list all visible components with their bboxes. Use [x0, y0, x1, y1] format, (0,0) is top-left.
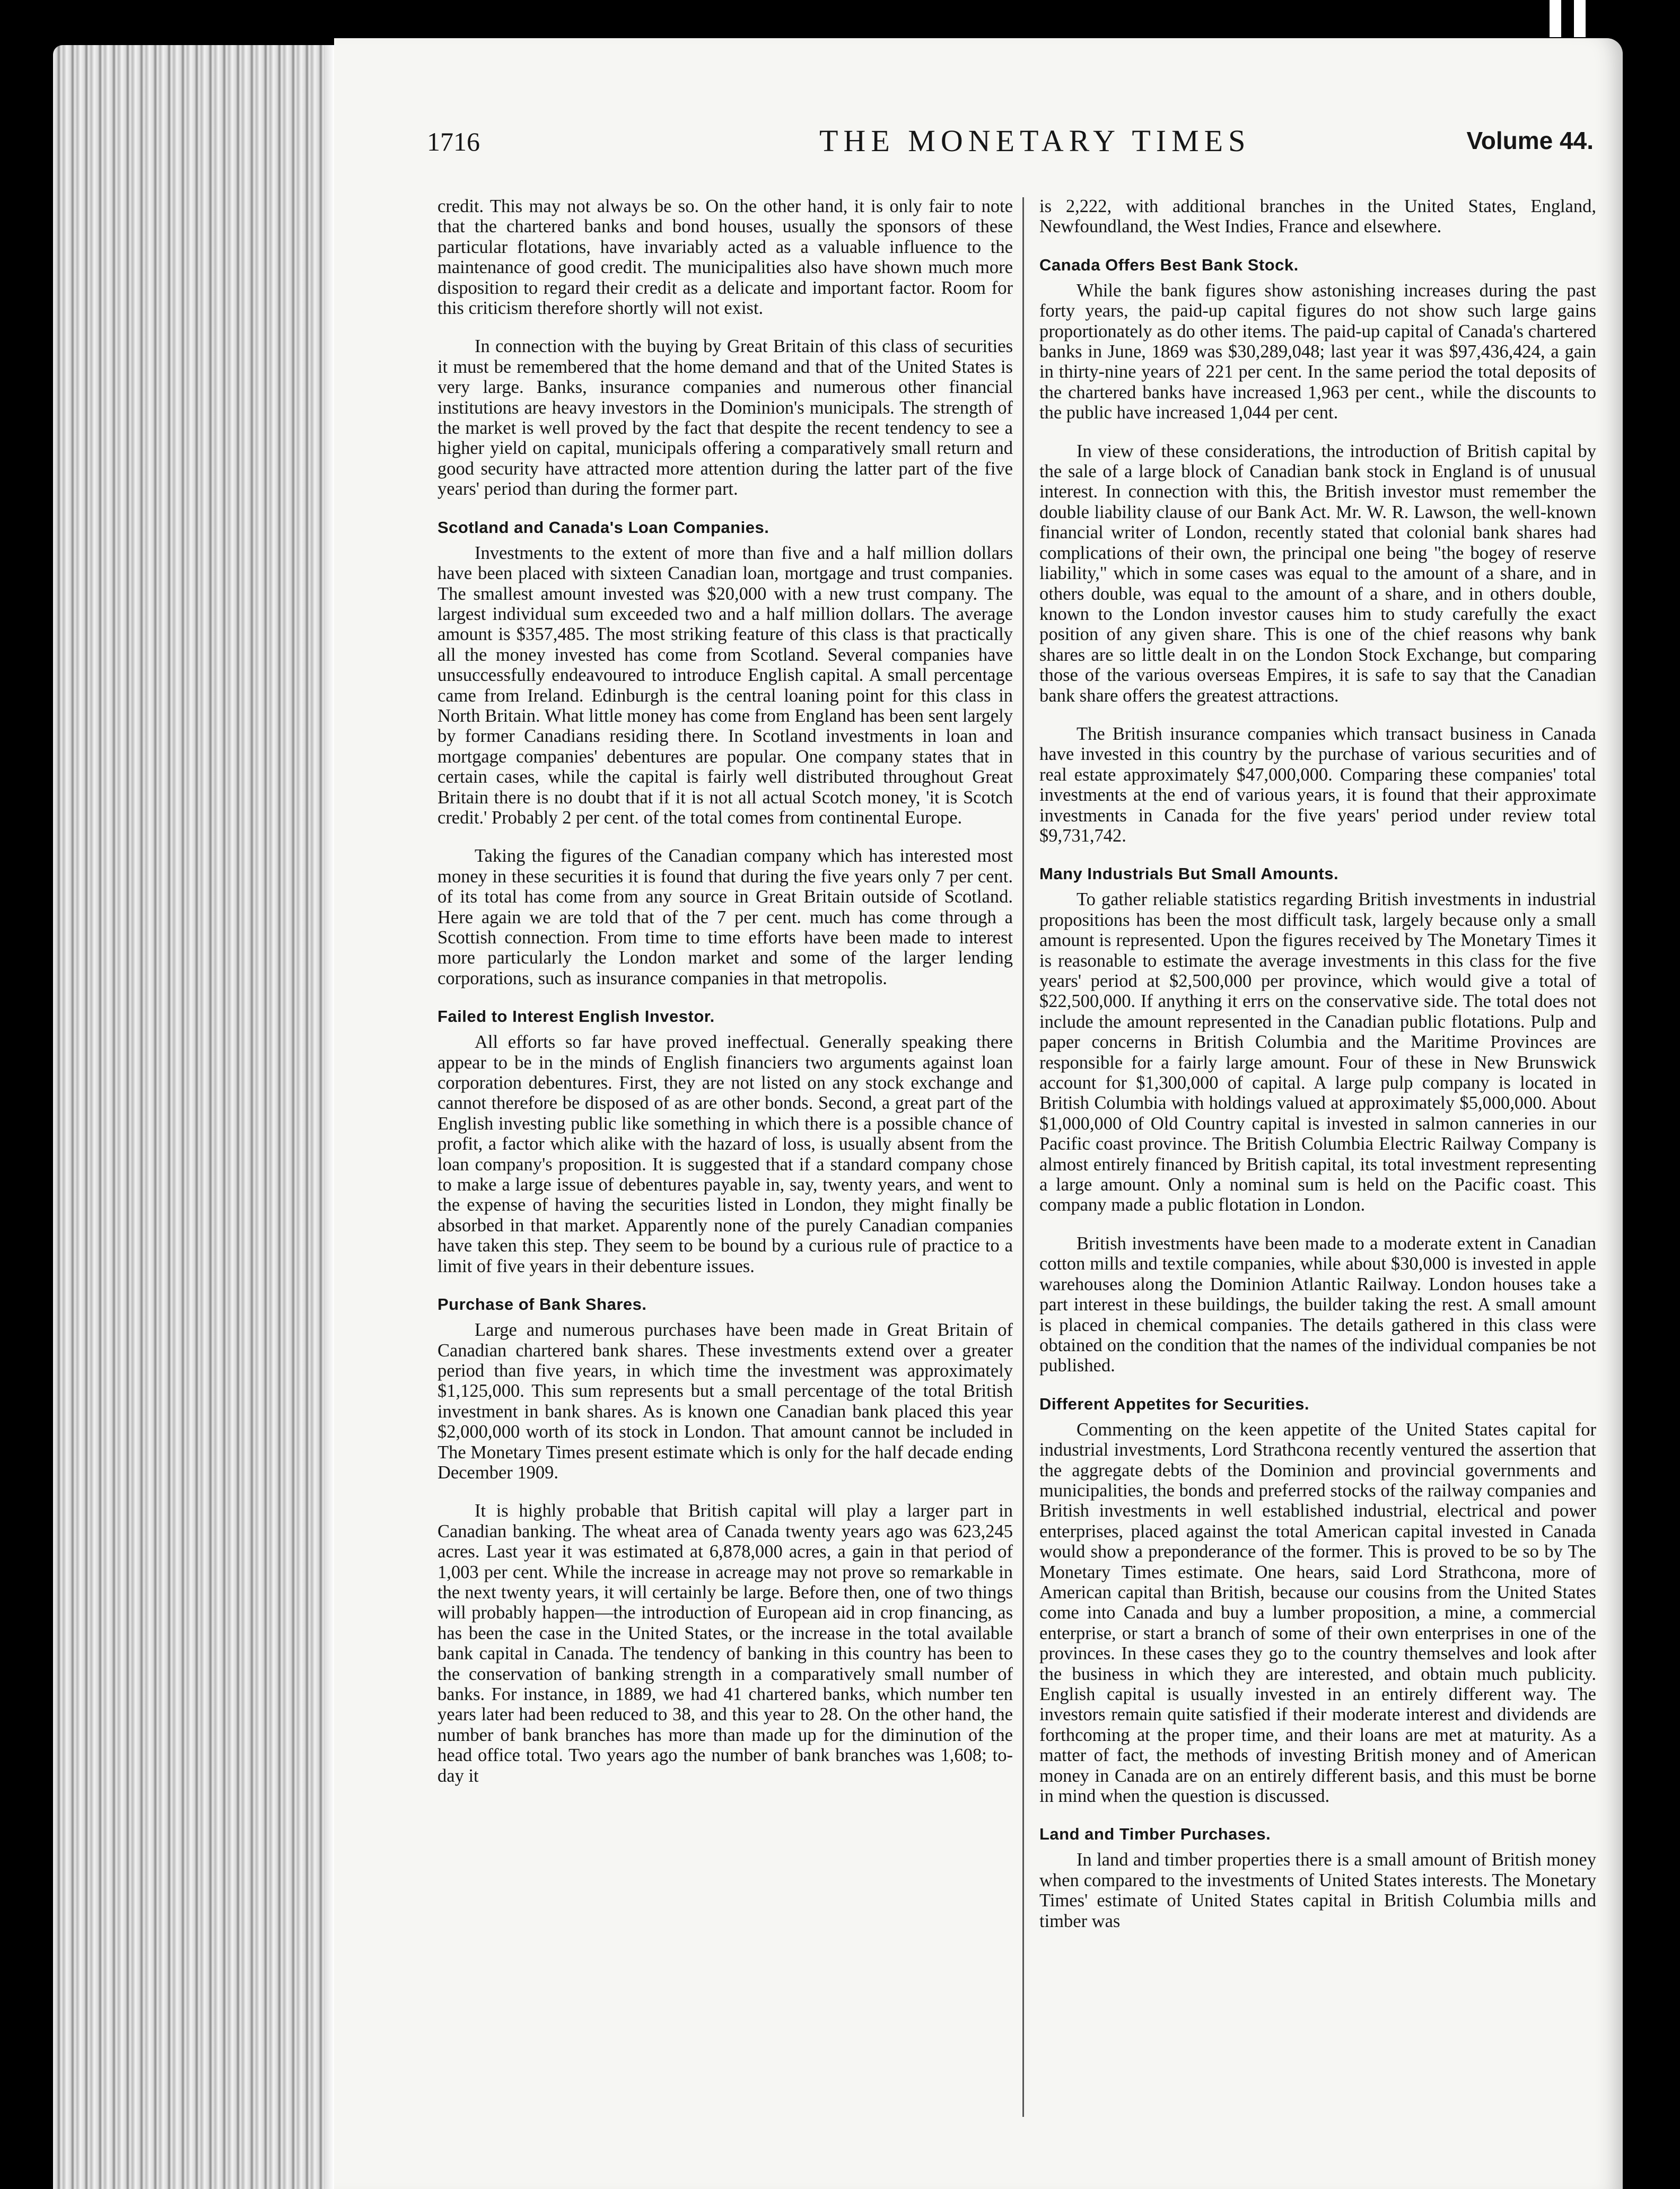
volume-label: Volume 44.	[1466, 127, 1594, 154]
section-heading: Purchase of Bank Shares.	[438, 1295, 647, 1314]
paragraph: credit. This may not always be so. On the other hand, it is only fair to note that the chartered banks and bond houses, usually the sponsors of these particular flotations, have invariably acted as a valuable influence to the maintenance of good credit. The municipalities also have shown much more disposition to regard their credit as a delicate and important factor. Room for this criticism therefore shortly will not exist.	[438, 196, 1013, 319]
paragraph: While the bank figures show astonishing increases during the past forty years, the paid-up capital figures do not show such large gains proportionately as do other items. The paid-up capital of Canada's chartered banks in June, 1869 was $30,289,048; last year it was $97,436,424, a gain in thirty-nine years of 221 per cent. In the same period the total deposits of the chartered banks have increased 1,963 per cent., while the discounts to the public have increased 1,044 per cent.	[1039, 280, 1596, 423]
left-column	[438, 196, 1013, 1804]
page-stack-edges	[53, 45, 334, 2189]
paragraph: is 2,222, with additional branches in the United States, England, Newfoundland, the West Indies, France and elsewhere.	[1039, 196, 1596, 237]
section-heading: Failed to Interest English Investor.	[438, 1007, 715, 1026]
paragraph: In view of these considerations, the introduction of British capital by the sale of a large block of Canadian bank stock in England is of unusual interest. In connection with this, the British investor must remember the double liability clause of our Bank Act. Mr. W. R. Lawson, the well-known financial writer of London, recently stated that colonial bank shares had complications of their own, the principal one being "the bogey of reserve liability," which in some cases was equal to the amount of a share, and in others double, was equal to the amount of a share, and in others double, known to the London investor causes him to study carefully the exact position of any given share. This is one of the chief reasons why bank shares are so little dealt in on the London Stock Exchange, but comparing those of the various overseas Empires, it is safe to say that the Canadian bank share offers the greatest attractions.	[1039, 441, 1596, 706]
paragraph: Investments to the extent of more than five and a half million dollars have been placed with sixteen Canadian loan, mortgage and trust companies. The smallest amount invested was $20,000 with a new trust company. The largest individual sum exceeded two and a half million dollars. The average amount is $357,485. The most striking feature of this class is that practically all the money invested has come from Scotland. Several companies have unsuccessfully endeavoured to introduce English capital. A small percentage came from Ireland. Edinburgh is the central loaning point for this class in North Britain. What little money has come from England has been sent largely by former Canadians residing there. In Scotland investments in loan and mortgage companies' debentures are popular. One company states that in certain cases, while the capital is fairly well distributed throughout Great Britain there is no doubt that if it is not all actual Scotch money, 'it is Scotch credit.' Probably 2 per cent. of the total comes from continental Europe.	[438, 542, 1013, 828]
paragraph: To gather reliable statistics regarding British investments in industrial propositions has been the most difficult task, largely because only a small amount is represented. Upon the figures received by The Monetary Times it is reasonable to estimate the average investments in this class for the five years' period at $2,500,000 per province, which would give a total of $22,500,000. If anything it errs on the conservative side. The total does not include the amount represented in the Canadian public flotations. Pulp and paper concerns in British Columbia and the Maritime Provinces are responsible for a fairly large amount. Four of these in New Brunswick account for $1,300,000 of capital. A large pulp company is located in British Columbia with holdings valued at approximately $5,000,000. About $1,000,000 of Old Country capital is invested in salmon canneries in our Pacific coast province. The British Columbia Electric Railway Company is almost entirely financed by British capital, its total investment representing a large amount. Only a nominal sum is held on the Pacific coast. This company made a public flotation in London.	[1039, 889, 1596, 1215]
paragraph: Taking the figures of the Canadian company which has interested most money in these securities it is found that during the five years only 7 per cent. of its total has come from any source in Great Britain outside of Scotland. Here again we are told that of the 7 per cent. much has come through a Scottish connection. From time to time efforts have been made to interest more particularly the London market and some of the larger lending corporations, such as insurance companies in that metropolis.	[438, 846, 1013, 988]
section-heading: Many Industrials But Small Amounts.	[1039, 864, 1339, 883]
section-heading: Land and Timber Purchases.	[1039, 1825, 1271, 1844]
paragraph: Commenting on the keen appetite of the United States capital for industrial investments, Lord Strathcona recently ventured the assertion that the aggregate debts of the Dominion and provincial governments and municipalities, the bonds and preferred stocks of the railway companies and British investments in well established industrial, electrical and power enterprises, placed against the total American capital invested in Canada would show a preponderance of the former. This is proved to be so by The Monetary Times estimate. One hears, said Lord Strathcona, more of American capital than British, because our cousins from the United States come into Canada and buy a lumber proposition, a mine, a commercial enterprise, or start a branch of some of their own enterprises in one of the provinces. In these cases they go to the country themselves and look after the business in which they are interested, and obtain much publicity. English capital is usually invested in an entirely different way. The investors remain quite satisfied if their moderate interest and dividends are forthcoming at the proper time, and their loans are met at maturity. As a matter of fact, the methods of investing British money and of American money in Canada are on an entirely different basis, and this must be borne in mind when the question is discussed.	[1039, 1419, 1596, 1807]
paragraph: Large and numerous purchases have been made in Great Britain of Canadian chartered bank shares. These investments extend over a greater period than five years, in which time the investment was approximately $1,125,000. This sum represents but a small percentage of the total British investment in bank shares. As is known one Canadian bank placed this year $2,000,000 worth of its stock in London. That amount cannot be included in The Monetary Times present estimate which is only for the half decade ending December 1909.	[438, 1320, 1013, 1483]
section-heading: Different Appetites for Securities.	[1039, 1394, 1310, 1413]
paragraph: The British insurance companies which transact business in Canada have invested in this country by the purchase of various securities and of real estate approximately $47,000,000. Comparing these companies' total investments at the end of various years, it is found that their approximate investments in Canada for the five years' period under review total $9,731,742.	[1039, 723, 1596, 846]
paragraph: All efforts so far have proved ineffectual. Generally speaking there appear to be in the minds of English financiers two arguments against loan corporation debentures. First, they are not listed on any stock exchange and cannot therefore be disposed of as are other bonds. Second, a great part of the English investing public like something in which there is a possible chance of profit, a factor which alike with the hazard of loss, is usually absent from the loan company's proposition. It is suggested that if a standard company chose to make a large issue of debentures payable in, say, twenty years, and went to the expense of having the securities listed in London, they might finally be absorbed in that market. Apparently none of the purely Canadian companies have taken this step. They seem to be bound by a curious rule of practice to a limit of five years in their debenture issues.	[438, 1032, 1013, 1276]
paragraph: British investments have been made to a moderate extent in Canadian cotton mills and textile companies, while about $30,000 is invested in apple warehouses along the Dominion Atlantic Railway. London houses take a part interest in these buildings, the builder taking the rest. A small amount is placed in chemical companies. The details gathered in this class were obtained on the condition that the names of the individual companies be not published.	[1039, 1233, 1596, 1376]
film-mark	[1574, 0, 1586, 37]
right-column	[1039, 196, 1596, 1949]
page-number: 1716	[427, 127, 480, 156]
page-header	[427, 123, 1594, 171]
journal-title: THE MONETARY TIMES	[819, 124, 1251, 158]
paragraph: It is highly probable that British capital will play a larger part in Canadian banking. The wheat area of Canada twenty years ago was 623,245 acres. Last year it was estimated at 6,878,000 acres, a gain in that period of 1,003 per cent. While the increase in acreage may not prove so remarkable in the next twenty years, it will certainly be large. Before then, one of two things will probably happen—the introduction of European aid in crop financing, as has been the case in the United States, or the increase in the total available bank capital in Canada. The tendency of banking in this country has been to the conservation of banking strength in a comparatively small number of banks. For instance, in 1889, we had 41 chartered banks, which number ten years later had been reduced to 38, and this year to 28. On the other hand, the number of bank branches has more than made up for the diminution of the head office total. Two years ago the number of bank branches was 1,608; to-day it	[438, 1501, 1013, 1786]
film-mark	[1550, 0, 1561, 37]
column-divider	[1022, 197, 1024, 2117]
section-heading: Canada Offers Best Bank Stock.	[1039, 255, 1299, 274]
paragraph: In land and timber properties there is a small amount of British money when compared to the investments of United States interests. The Monetary Times' estimate of United States capital in British Columbia mills and timber was	[1039, 1850, 1596, 1931]
paragraph: In connection with the buying by Great Britain of this class of securities it must be remembered that the home demand and that of the United States is very large. Banks, insurance companies and numerous other financial institutions are heavy investors in the Dominion's municipals. The strength of the market is well proved by the fact that despite the recent tendency to see a higher yield on capital, municipals offering a comparatively small return and good security have attracted more attention during the latter part of the five years' period than during the former part.	[438, 336, 1013, 500]
page	[334, 38, 1623, 2189]
section-heading: Scotland and Canada's Loan Companies.	[438, 518, 769, 537]
